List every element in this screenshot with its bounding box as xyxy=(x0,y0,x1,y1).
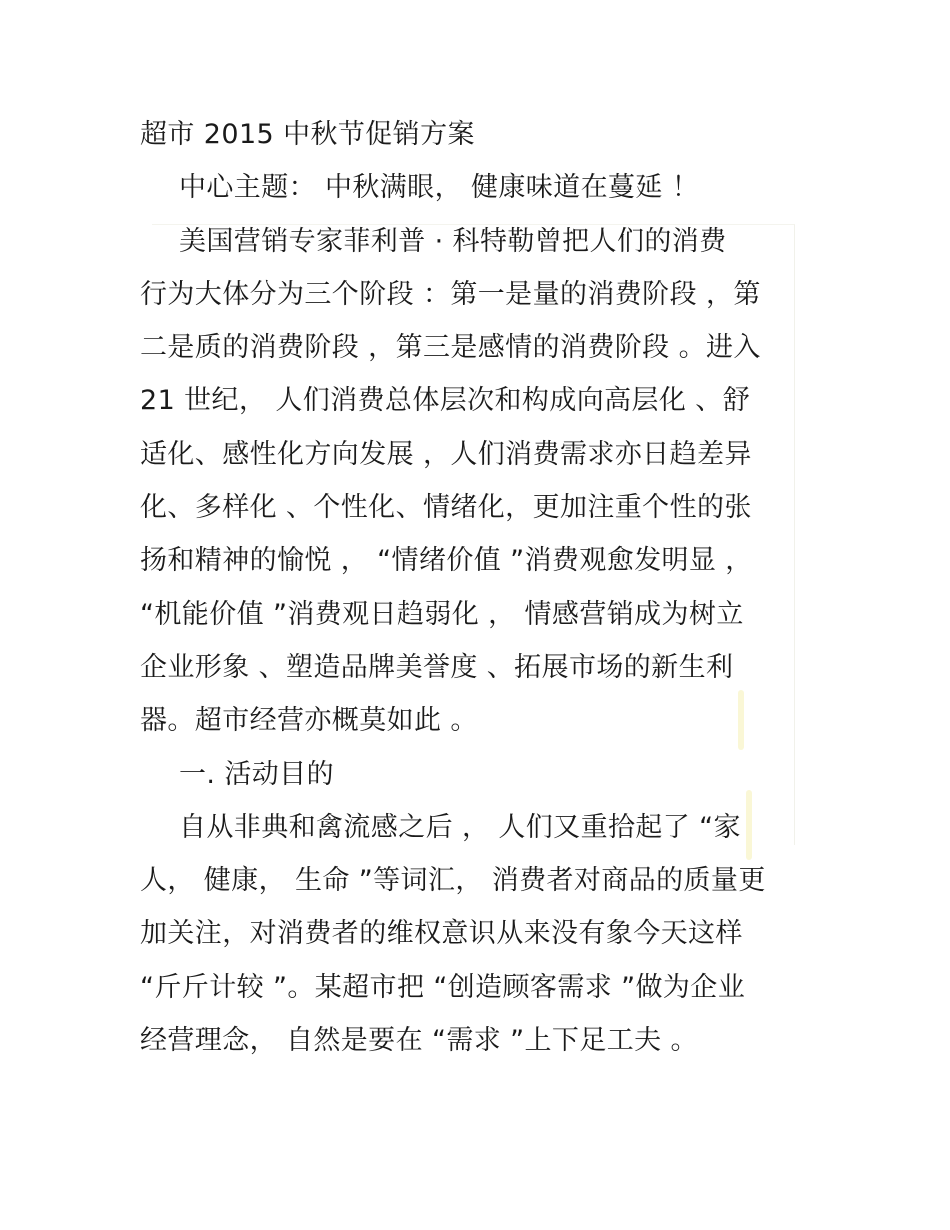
section-heading: 一. 活动目的 xyxy=(179,758,334,790)
paragraph-line: “斤斤计较 ”。某超市把 “创造顾客需求 ”做为企业 xyxy=(140,971,746,1003)
paragraph-line: 自从非典和禽流感之后 ， 人们又重拾起了 “家 xyxy=(179,811,741,843)
paragraph-line: 化、多样化 、个性化、情绪化，更加注重个性的张 xyxy=(140,492,752,524)
paragraph-line: 企业形象 、塑造品牌美誉度 、拓展市场的新生利 xyxy=(140,651,734,683)
paragraph-line: 二是质的消费阶段 ，第三是感情的消费阶段 。进入 xyxy=(140,332,761,364)
paragraph-line: 经营理念， 自然是要在 “需求 ”上下足工夫 。 xyxy=(140,1025,698,1057)
paragraph-line: 器。超市经营亦概莫如此 。 xyxy=(140,705,478,737)
paragraph-line: 21 世纪， 人们消费总体层次和构成向高层化 、舒 xyxy=(140,385,751,417)
paragraph-line: 人， 健康， 生命 ”等词汇， 消费者对商品的质量更 xyxy=(140,865,766,897)
document-title: 超市 2015 中秋节促销方案 xyxy=(140,119,475,150)
paragraph-line: 加关注，对消费者的维权意识从来没有象今天这样 xyxy=(140,918,743,950)
paragraph-line: 扬和精神的愉悦 ， “情绪价值 ”消费观愈发明显 ， xyxy=(140,545,753,577)
paragraph-line: 适化、感性化方向发展 ，人们消费需求亦日趋差异 xyxy=(140,438,752,470)
theme-line: 中心主题： 中秋满眼， 健康味道在蔓延 ！ xyxy=(179,172,700,204)
paragraph-line: 美国营销专家菲利普 · 科特勒曾把人们的消费 xyxy=(179,225,727,257)
document-body xyxy=(140,118,820,1077)
paragraph-line: “机能价值 ”消费观日趋弱化 ， 情感营销成为树立 xyxy=(140,598,744,630)
paragraph-line: 行为大体分为三个阶段 ：第一是量的消费阶段 ，第 xyxy=(140,278,761,310)
